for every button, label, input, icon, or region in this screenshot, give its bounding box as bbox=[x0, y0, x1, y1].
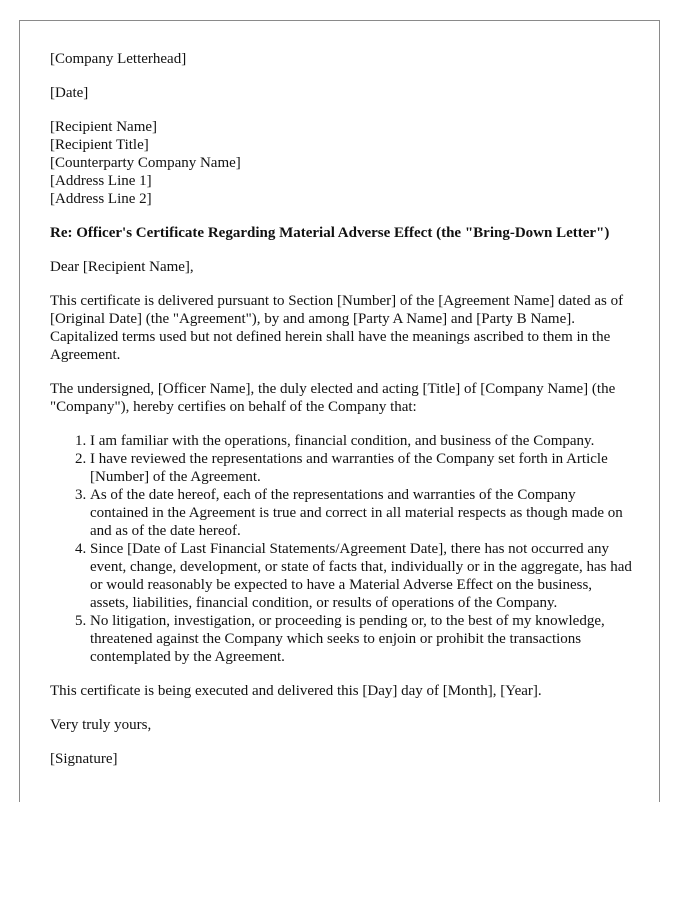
company-letterhead: [Company Letterhead] bbox=[50, 51, 187, 67]
list-item: 1. I am familiar with the operations, financial condition, and business of the Company. bbox=[90, 432, 632, 450]
letter-page bbox=[19, 20, 660, 802]
certification-paragraph: The undersigned, [Officer Name], the duly elected and acting [Title] of [Company Name] (the "Company"), hereby certifies on behalf of the Company that: bbox=[50, 381, 616, 415]
intro-paragraph: This certificate is delivered pursuant to Section [Number] of the [Agreement Name] dated as of [Original Date] (the "Agreement"), by and among [Party A Name] and [Party B Name]. Capitalized terms used but not defined herein shall have the meanings ascribed to them in the Agreement. bbox=[50, 293, 624, 363]
list-item: 3. As of the date hereof, each of the representations and warranties of the Company contained in the Agreement is true and correct in all material respects as though made on and as of the date hereof. bbox=[90, 486, 632, 540]
list-item: 4. Since [Date of Last Financial Statements/Agreement Date], there has not occurred any event, change, development, or state of facts that, individually or in the aggregate, has had or would reasonably be expected to have a Material Adverse Effect on the business, assets, liabilities, financial condition, or results of operations of the Company. bbox=[90, 540, 632, 612]
subject-line: Re: Officer's Certificate Regarding Material Adverse Effect (the "Bring-Down Letter") bbox=[50, 225, 610, 241]
list-item: 5. No litigation, investigation, or proceeding is pending or, to the best of my knowledge, threatened against the Company which seeks to enjoin or prohibit the transactions contemplated by the Agreement. bbox=[90, 612, 632, 666]
execution-paragraph: This certificate is being executed and delivered this [Day] day of [Month], [Year]. bbox=[50, 683, 542, 699]
address-line-2: [Address Line 2] bbox=[50, 191, 152, 207]
letter-body bbox=[50, 50, 632, 784]
salutation: Dear [Recipient Name], bbox=[50, 259, 194, 275]
address-line-1: [Address Line 1] bbox=[50, 173, 152, 189]
certification-list bbox=[50, 432, 632, 666]
closing: Very truly yours, bbox=[50, 717, 152, 733]
signature-placeholder: [Signature] bbox=[50, 751, 118, 767]
recipient-title: [Recipient Title] bbox=[50, 137, 149, 153]
recipient-company: [Counterparty Company Name] bbox=[50, 155, 241, 171]
letter-date: [Date] bbox=[50, 85, 89, 101]
recipient-block bbox=[50, 118, 632, 208]
list-item: 2. I have reviewed the representations and warranties of the Company set forth in Article [Number] of the Agreement. bbox=[90, 450, 632, 486]
recipient-name: [Recipient Name] bbox=[50, 119, 158, 135]
